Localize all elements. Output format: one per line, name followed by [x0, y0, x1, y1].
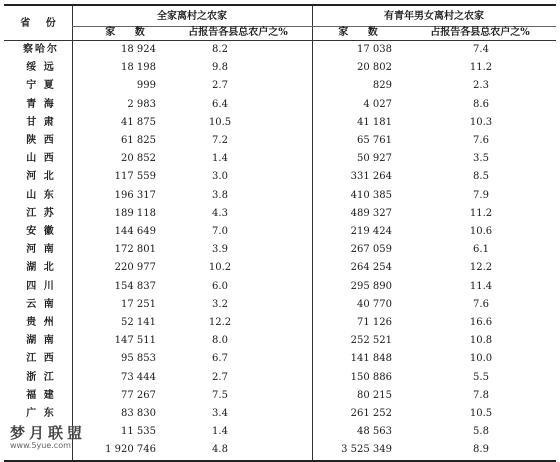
watermark-text: 梦月联盟 [10, 424, 87, 442]
all-family-households-cell: 172 801 [114, 244, 156, 256]
all-family-households-cell: 196 317 [114, 189, 156, 201]
youth-households-cell: 50 927 [357, 153, 392, 165]
province-cell: 宁 夏 [26, 80, 56, 92]
all-family-households-cell: 61 825 [121, 135, 156, 146]
watermark [10, 422, 86, 450]
header-percent-1: 占报告各县总农户之% [188, 27, 288, 38]
youth-households-cell: 141 848 [350, 353, 392, 365]
all-family-percent-cell: 7.2 [212, 135, 228, 146]
all-family-households-cell: 999 [136, 80, 156, 92]
all-family-households-cell: 220 977 [114, 262, 156, 274]
all-family-households-cell: 41 875 [121, 116, 156, 128]
youth-households-cell: 41 181 [357, 116, 392, 128]
youth-percent-cell: 16.6 [469, 317, 493, 328]
youth-households-cell: 267 059 [350, 244, 392, 256]
youth-households-cell: 410 385 [350, 189, 392, 201]
column-divider [312, 6, 313, 460]
all-family-percent-cell: 3.8 [212, 189, 228, 201]
youth-households-cell: 295 890 [350, 280, 392, 292]
province-cell: 江 苏 [26, 207, 56, 219]
all-family-percent-cell: 3.9 [212, 244, 228, 256]
all-family-percent-cell: 6.0 [212, 280, 228, 292]
youth-percent-cell: 11.4 [469, 280, 493, 292]
all-family-households-cell: 154 837 [114, 280, 156, 292]
youth-households-cell: 4 027 [363, 98, 392, 110]
all-family-percent-cell: 8.0 [212, 335, 228, 347]
all-family-percent-cell: 4.3 [212, 207, 228, 219]
youth-percent-cell: 8.6 [473, 98, 489, 110]
province-cell: 浙 江 [26, 371, 56, 383]
youth-percent-cell: 7.6 [473, 298, 489, 310]
province-cell: 陕 西 [26, 135, 56, 146]
all-family-households-cell: 117 559 [114, 171, 156, 183]
youth-households-cell: 40 770 [357, 298, 392, 310]
youth-households-cell: 20 802 [357, 62, 392, 74]
all-family-percent-cell: 4.8 [212, 444, 228, 456]
data-table [4, 4, 556, 462]
youth-households-cell: 252 521 [350, 335, 392, 347]
youth-households-cell: 65 761 [357, 135, 392, 146]
all-family-households-cell: 144 649 [114, 226, 156, 237]
youth-percent-cell: 10.5 [469, 408, 493, 419]
all-family-percent-cell: 1.4 [212, 153, 228, 165]
column-divider [72, 6, 73, 460]
province-cell: 广 东 [26, 408, 56, 419]
all-family-households-cell: 17 251 [121, 298, 156, 310]
youth-households-cell: 71 126 [357, 317, 392, 328]
all-family-percent-cell: 9.8 [212, 62, 228, 74]
youth-percent-cell: 8.5 [473, 171, 489, 183]
all-family-households-cell: 52 141 [121, 317, 156, 328]
all-family-households-cell: 2 983 [127, 98, 156, 110]
province-cell: 河 南 [26, 244, 56, 256]
all-family-households-cell: 73 444 [121, 371, 156, 383]
header-group-youth: 有青年男女离村之农家 [384, 11, 484, 22]
youth-households-cell: 331 264 [350, 171, 392, 183]
all-family-percent-cell: 12.2 [208, 317, 232, 328]
youth-households-cell: 219 424 [350, 226, 392, 237]
all-family-households-cell: 1 920 746 [105, 444, 156, 456]
all-family-percent-cell: 3.2 [212, 298, 228, 310]
youth-percent-cell: 10.3 [469, 116, 493, 128]
header-group-all-family: 全家离村之农家 [157, 11, 227, 22]
youth-percent-cell: 7.4 [473, 44, 489, 55]
all-family-households-cell: 95 853 [121, 353, 156, 365]
youth-percent-cell: 11.2 [469, 62, 493, 74]
header-households-1: 家 数 [105, 27, 153, 38]
all-family-percent-cell: 8.2 [212, 44, 228, 55]
province-cell: 绥 远 [26, 62, 56, 74]
youth-percent-cell: 5.5 [473, 371, 489, 383]
youth-percent-cell: 10.0 [469, 353, 493, 365]
youth-households-cell: 48 563 [357, 426, 392, 438]
youth-percent-cell: 7.9 [473, 189, 489, 201]
all-family-percent-cell: 6.4 [212, 98, 228, 110]
all-family-percent-cell: 2.7 [212, 371, 228, 383]
all-family-households-cell: 189 118 [114, 207, 156, 219]
youth-percent-cell: 10.6 [469, 226, 493, 237]
all-family-percent-cell: 10.5 [208, 116, 232, 128]
province-cell: 四 川 [26, 280, 56, 292]
province-cell: 湖 南 [26, 335, 56, 347]
youth-percent-cell: 11.2 [469, 207, 493, 219]
youth-percent-cell: 6.1 [473, 244, 489, 256]
youth-households-cell: 829 [372, 80, 392, 92]
province-cell: 江 西 [26, 353, 56, 365]
province-cell: 贵 州 [26, 317, 56, 328]
all-family-households-cell: 20 852 [121, 153, 156, 165]
all-family-households-cell: 18 198 [121, 62, 156, 74]
youth-percent-cell: 3.5 [473, 153, 489, 165]
province-cell: 甘 肃 [26, 116, 56, 128]
youth-percent-cell: 8.9 [473, 444, 489, 456]
youth-percent-cell: 7.8 [473, 389, 489, 401]
all-family-percent-cell: 3.4 [212, 408, 228, 419]
header-percent-2: 占报告各县总农户之% [430, 27, 530, 38]
province-cell: 察哈尔 [23, 44, 59, 55]
youth-households-cell: 489 327 [350, 207, 392, 219]
youth-households-cell: 264 254 [350, 262, 392, 274]
youth-percent-cell: 7.6 [473, 135, 489, 146]
header-bottom-rule [4, 40, 556, 41]
province-cell: 安 徽 [26, 226, 56, 237]
youth-percent-cell: 10.8 [469, 335, 493, 347]
youth-percent-cell: 5.8 [473, 426, 489, 438]
youth-households-cell: 150 886 [350, 371, 392, 383]
province-cell: 山 西 [26, 153, 56, 165]
all-family-households-cell: 83 830 [121, 408, 156, 419]
all-family-households-cell: 11 535 [121, 426, 156, 438]
all-family-percent-cell: 10.2 [208, 262, 232, 274]
all-family-percent-cell: 1.4 [212, 426, 228, 438]
watermark-url: www.5yue.com [10, 441, 71, 450]
all-family-households-cell: 18 924 [121, 44, 156, 55]
all-family-percent-cell: 2.7 [212, 80, 228, 92]
all-family-percent-cell: 7.0 [212, 226, 228, 237]
province-cell: 河 北 [26, 171, 56, 183]
all-family-households-cell: 77 267 [121, 389, 156, 401]
youth-households-cell: 80 215 [357, 389, 392, 401]
youth-households-cell: 3 525 349 [341, 444, 392, 456]
province-cell: 山 东 [26, 189, 56, 201]
all-family-percent-cell: 7.5 [212, 389, 228, 401]
province-cell: 湖 北 [26, 262, 56, 274]
province-cell: 青 海 [26, 98, 56, 110]
all-family-percent-cell: 3.0 [212, 171, 228, 183]
youth-households-cell: 17 038 [357, 44, 392, 55]
all-family-percent-cell: 6.7 [212, 353, 228, 365]
header-province: 省 份 [20, 18, 62, 29]
youth-households-cell: 261 252 [350, 408, 392, 419]
header-households-2: 家 数 [338, 27, 386, 38]
all-family-households-cell: 147 511 [114, 335, 156, 347]
youth-percent-cell: 2.3 [473, 80, 489, 92]
province-cell: 云 南 [26, 298, 56, 310]
province-cell: 福 建 [26, 389, 56, 401]
youth-percent-cell: 12.2 [469, 262, 493, 274]
